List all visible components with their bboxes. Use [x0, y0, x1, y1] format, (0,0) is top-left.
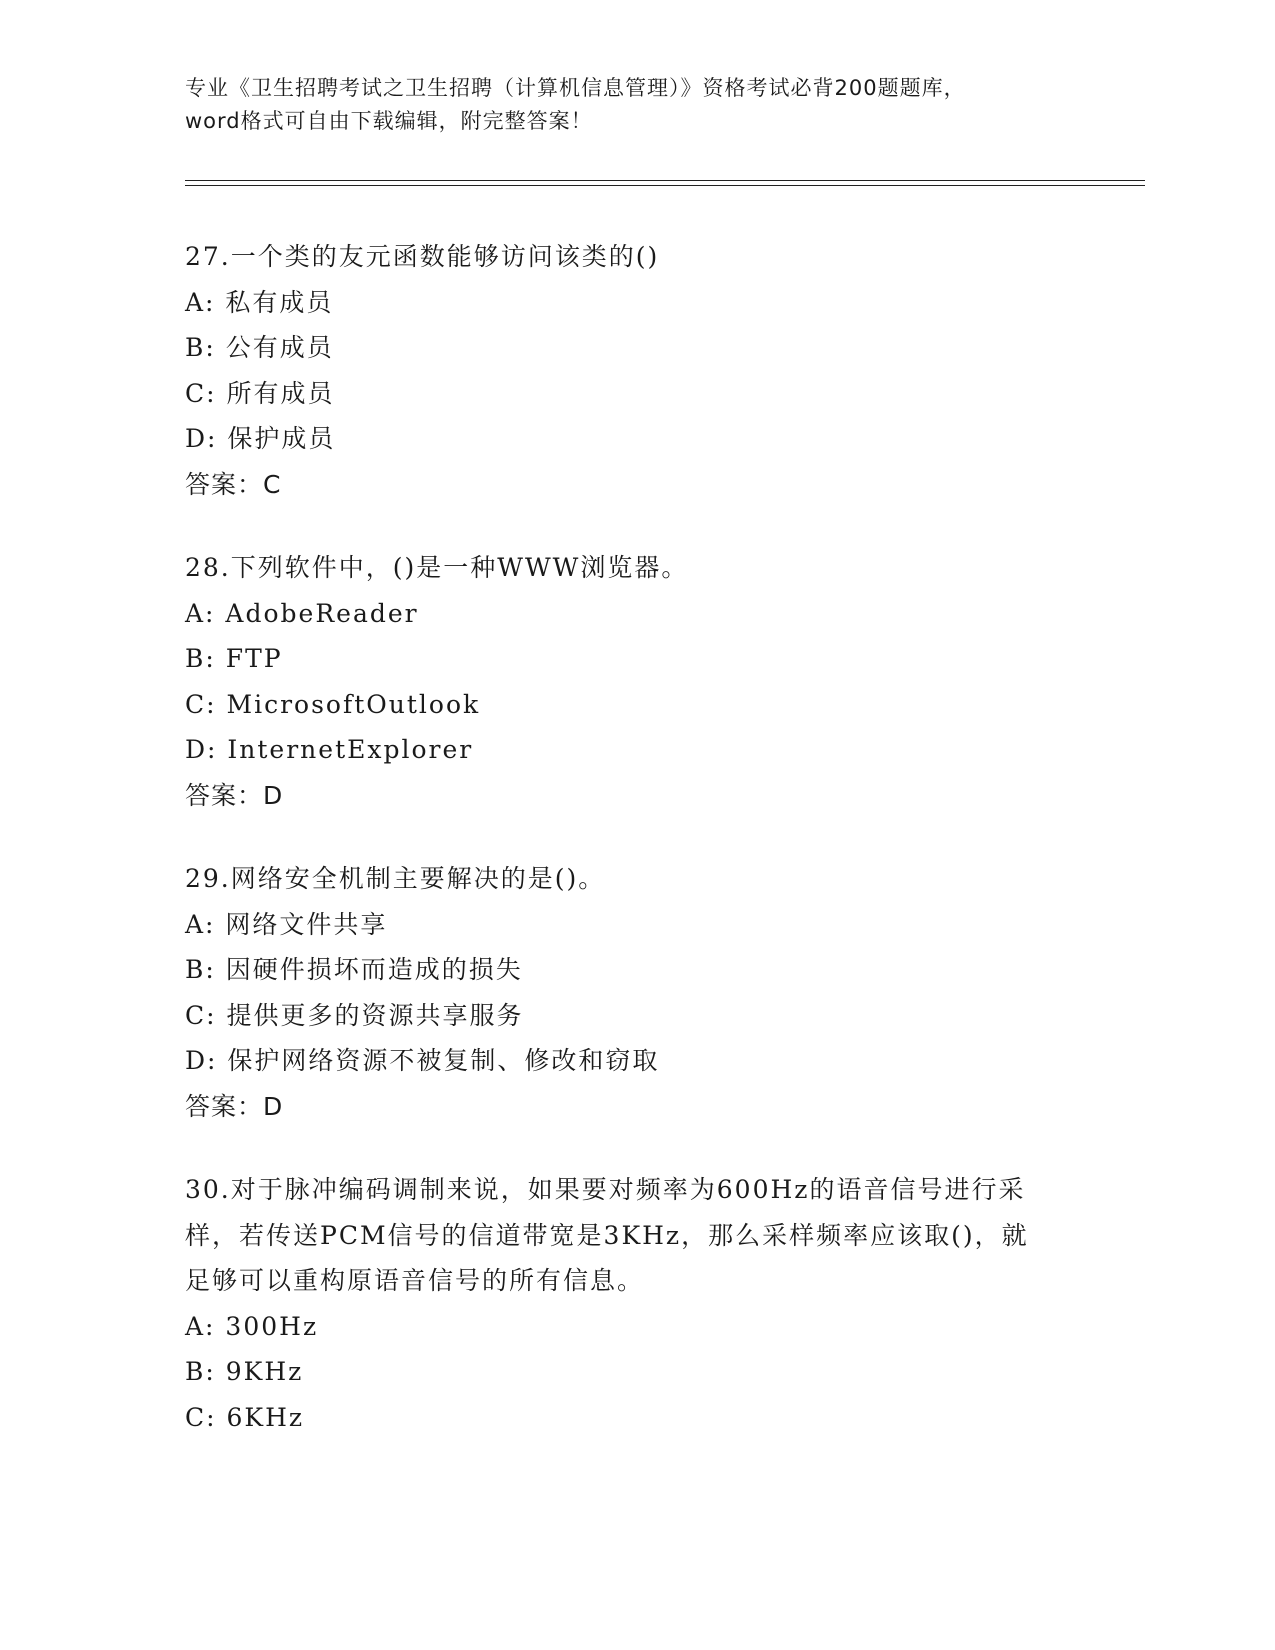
question-stem-line-2: 样，若传送PCM信号的信道带宽是3KHz，那么采样频率应该取()，就 — [185, 1220, 1029, 1250]
question-30 — [185, 1167, 1085, 1440]
option-a: A: 网络文件共享 — [185, 909, 388, 939]
option-b: B: FTP — [185, 644, 283, 673]
option-c: C: 提供更多的资源共享服务 — [185, 1000, 524, 1030]
question-27 — [185, 234, 1085, 507]
question-stem-line-1: 30.对于脉冲编码调制来说，如果要对频率为600Hz的语音信号进行采 — [185, 1175, 1026, 1204]
option-b: B: 因硬件损坏而造成的损失 — [185, 955, 523, 984]
question-stem-line-3: 足够可以重构原语音信号的所有信息。 — [185, 1266, 645, 1295]
option-c: C: MicrosoftOutlook — [185, 689, 481, 719]
option-a: A: 私有成员 — [185, 287, 334, 317]
option-d: D: InternetExplorer — [185, 735, 474, 764]
option-a: A: AdobeReader — [185, 598, 419, 628]
question-28 — [185, 545, 1085, 818]
option-d: D: 保护成员 — [185, 424, 336, 453]
header-divider-bottom — [185, 185, 1145, 186]
header-line-1: 专业《卫生招聘考试之卫生招聘（计算机信息管理）》资格考试必背200题题库， — [185, 76, 966, 100]
question-stem: 27.一个类的友元函数能够访问该类的() — [185, 242, 660, 271]
option-c: C: 6KHz — [185, 1402, 305, 1432]
option-d: D: 保护网络资源不被复制、修改和窃取 — [185, 1046, 660, 1075]
header-divider-top — [185, 180, 1145, 181]
answer: 答案：C — [185, 469, 282, 499]
question-list — [185, 234, 1085, 1478]
answer: 答案：D — [185, 1091, 284, 1121]
question-stem: 29.网络安全机制主要解决的是()。 — [185, 864, 606, 893]
option-a: A: 300Hz — [185, 1311, 319, 1341]
option-b: B: 公有成员 — [185, 333, 334, 362]
document-header — [185, 72, 1085, 138]
option-c: C: 所有成员 — [185, 378, 335, 408]
question-29 — [185, 856, 1085, 1129]
header-line-2: word格式可自由下载编辑，附完整答案！ — [185, 109, 593, 133]
answer: 答案：D — [185, 780, 284, 810]
option-b: B: 9KHz — [185, 1357, 304, 1386]
question-stem: 28.下列软件中，()是一种WWW浏览器。 — [185, 553, 689, 582]
